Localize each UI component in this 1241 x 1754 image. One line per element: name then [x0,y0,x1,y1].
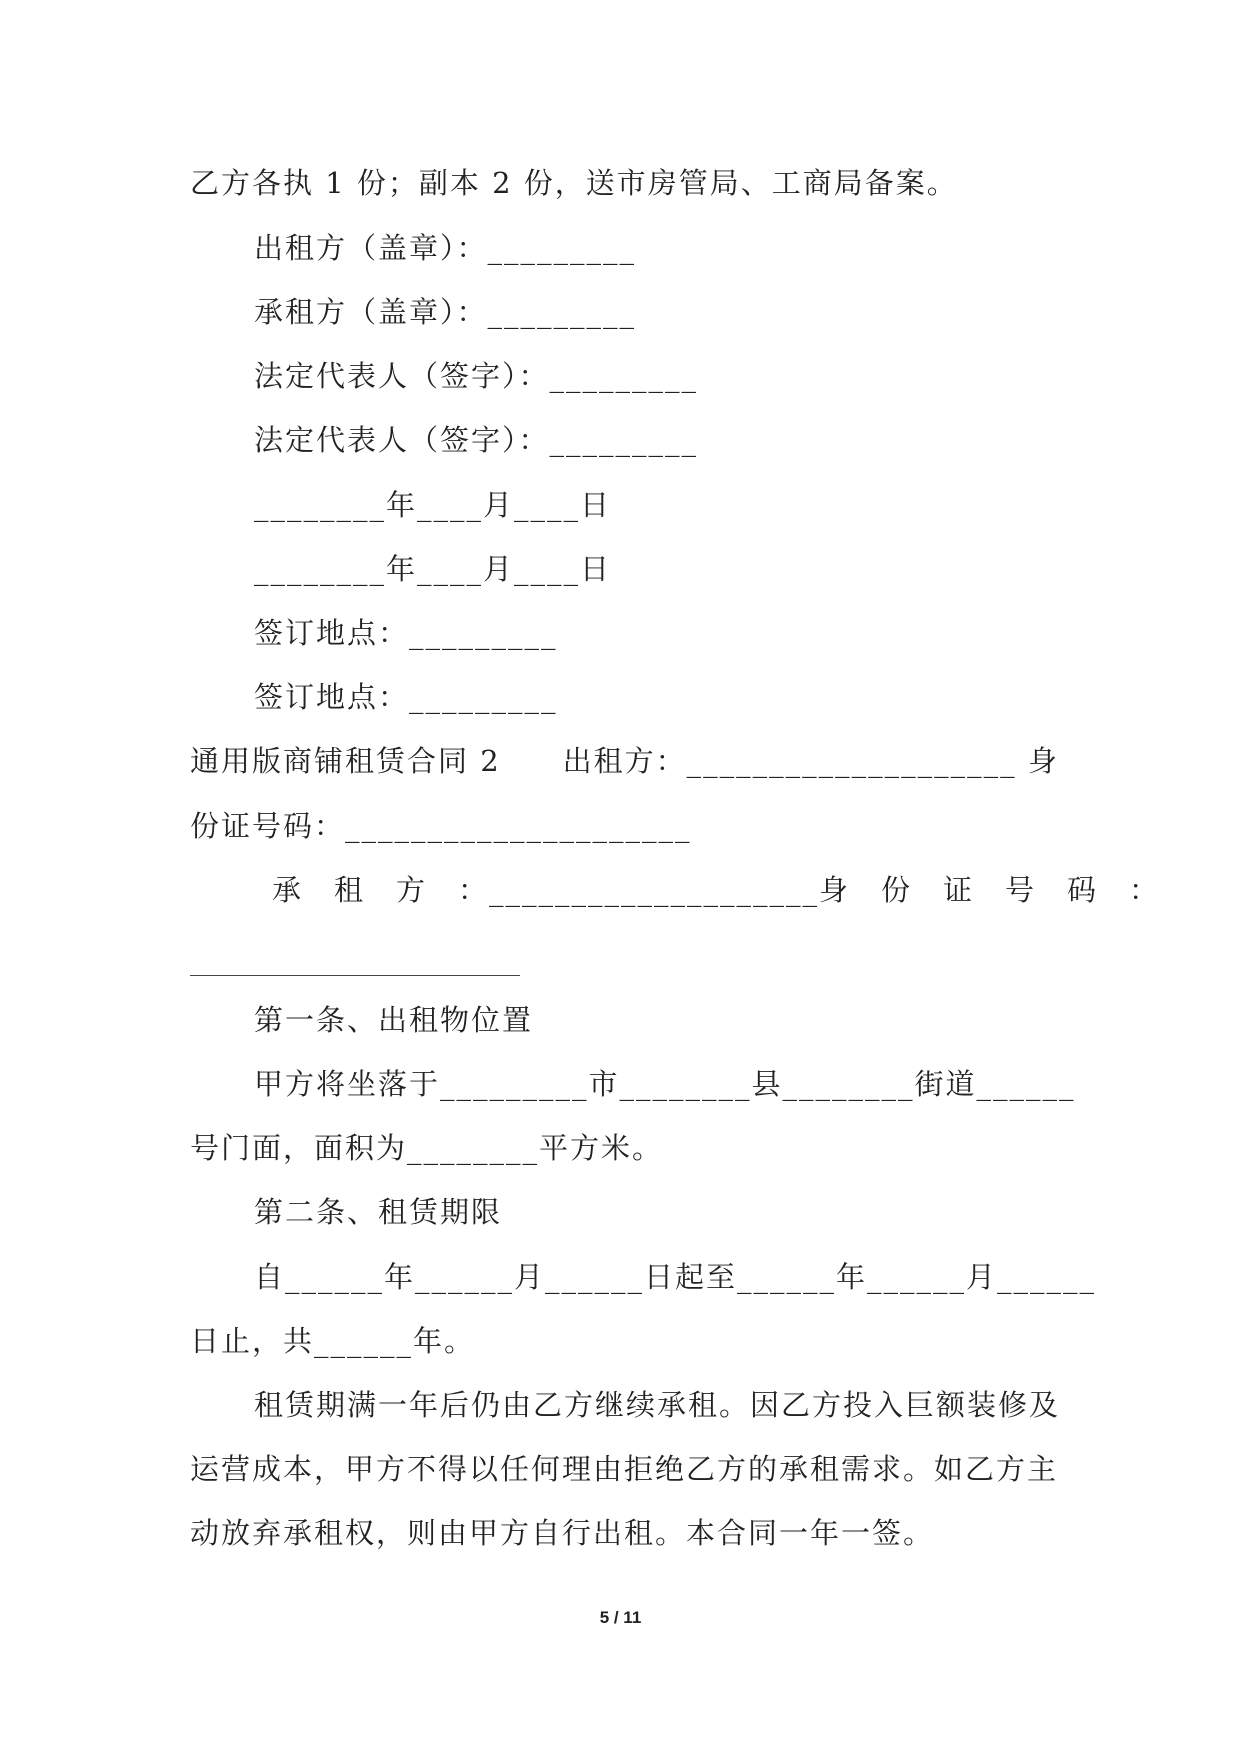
text-line: 运营成本，甲方不得以任何理由拒绝乙方的承租需求。如乙方主 [190,1452,1059,1486]
text-line: ________年____月____日 [254,488,612,522]
text-line: 签订地点：_________ [254,680,558,714]
text-line: 签订地点：_________ [254,616,558,650]
text-line: 法定代表人（签字）：_________ [254,359,699,393]
contract-title-line: 通用版商铺租赁合同 2 出租方：____________________ 身 [190,744,1059,778]
text-line: 法定代表人（签字）：_________ [254,423,699,457]
spaced-text-line [272,870,1161,910]
text-label: 身 份 证 号 码 ： [819,873,1161,907]
text-line: 甲方将坐落于_________市________县________街道______ [254,1067,1076,1101]
page-number: 5 / 11 [599,1608,642,1627]
text-line: 出租方（盖章）：_________ [254,231,637,265]
text-line: 号门面，面积为________平方米。 [190,1131,664,1165]
blank-underline [190,975,520,976]
text-line: 承租方（盖章）：_________ [254,295,637,329]
section-heading: 第二条、租赁期限 [254,1195,503,1229]
text-line: 乙方各执 1 份；副本 2 份，送市房管局、工商局备案。 [190,166,958,200]
text-blank: ____________________ [489,873,820,907]
text-line: 份证号码：_____________________ [190,809,692,843]
text-line: 租赁期满一年后仍由乙方继续承租。因乙方投入巨额装修及 [254,1388,1061,1422]
section-heading: 第一条、出租物位置 [254,1003,534,1037]
text-line: 动放弃承租权，则由甲方自行出租。本合同一年一签。 [190,1516,935,1550]
text-line: 自______年______月______日起至______年______月______ [254,1260,1097,1294]
text-label: 承 租 方 ： [272,873,490,907]
text-line: ________年____月____日 [254,552,612,586]
text-line: 日止，共______年。 [190,1324,476,1358]
